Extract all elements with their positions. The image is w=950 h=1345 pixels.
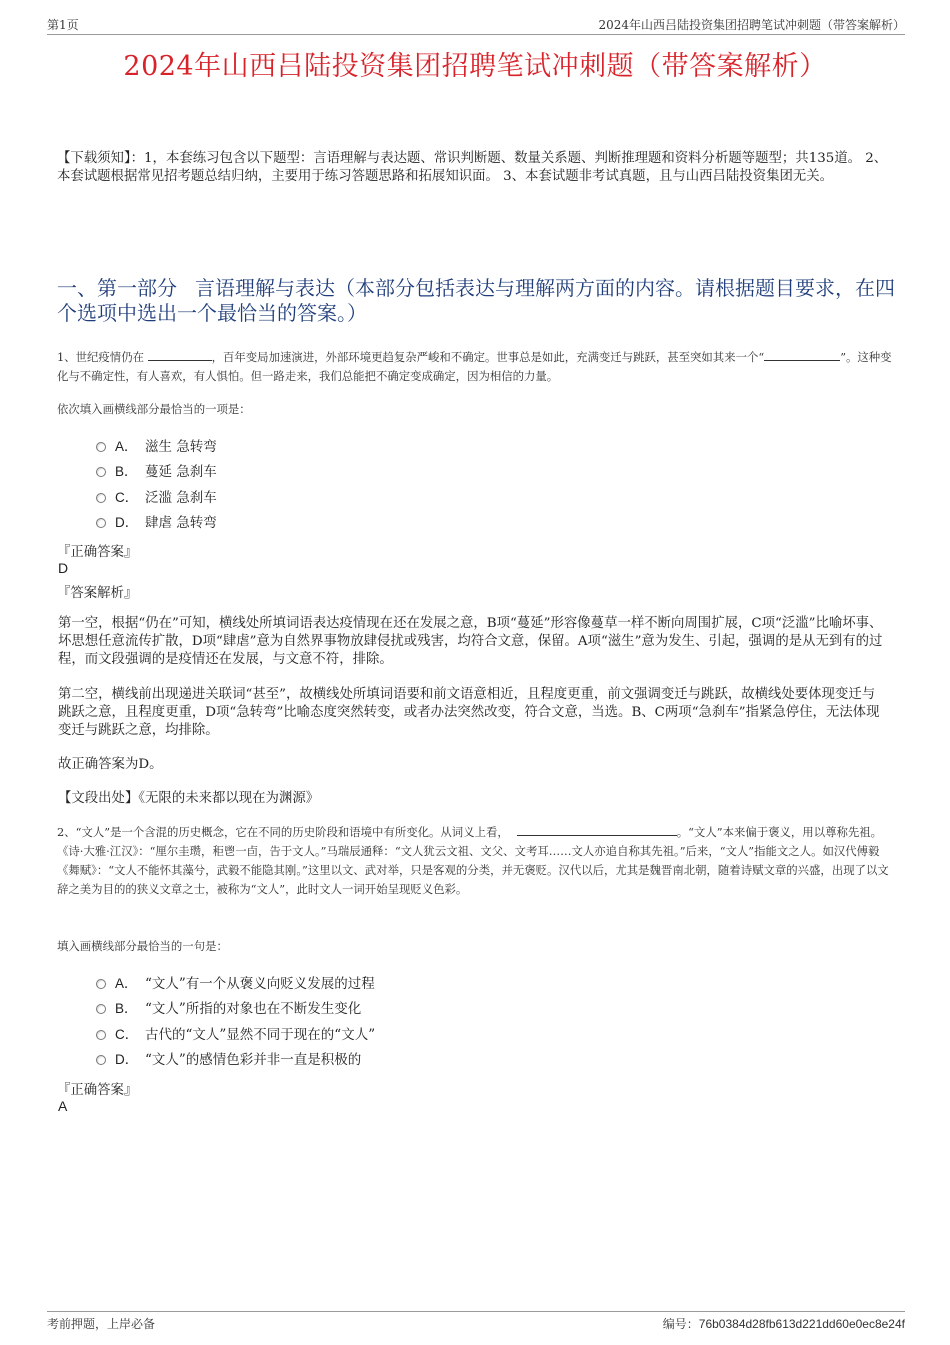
option-d[interactable]: D． 肆虐 急转弯 xyxy=(96,509,217,535)
analysis-paragraph-2: 第二空，横线前出现递进关联词“甚至”，故横线处所填词语要和前文语意相近，且程度更重，前文强调变迁与跳跃，故横线处要体现变迁与跳跃之意，且程度更重，D项“急转弯”比喻态度突然转变，或者办法突然改变，符合文意，当选。B、C两项“急刹车”指紧急停住，无法体现变迁与跳跃之意，均排除。 xyxy=(58,687,880,738)
analysis-paragraph-1: 第一空，根据“仍在”可知，横线处所填词语表达疫情现在还在发展之意，B项“蔓延”形容像蔓草一样不断向周围扩展，C项“泛滥”比喻坏事、坏思想任意流传扩散，D项“肆虐”意为自然界事物放肆侵扰或残害，均符合文意，保留。A项“滋生”意为发生、引起，强调的是从无到有的过程，而文段强调的是疫情还在发展，与文意不符，排除。 xyxy=(58,616,883,667)
radio-button[interactable] xyxy=(96,1004,106,1014)
section-heading xyxy=(57,276,897,326)
option-c[interactable]: C． 泛滥 急刹车 xyxy=(96,483,217,509)
question-2-text: 2、“文人”是一个含混的历史概念，它在不同的历史阶段和语境中有所变化。从词义上看， 。“文人”本来偏于褒义，用以尊称先祖。《诗·大雅·江汉》：“厘尔圭瓒，秬鬯一卣，告于文人。”马瑞辰通释：“文人犹云文祖、文父、文考耳……文人亦追自称其先祖。”后来，“文人”指能文之人。如汉代傅毅《舞赋》：“文人不能怀其藻兮，武毅不能隐其刚。”这里以文、武对举，只是客观的分类，并无褒贬。汉代以后，尤其是魏晋南北朝，随着诗赋文章的兴盛，出现了以文辞之美为目的的狭义文章之士，被称为“文人”，此时文人一词开始呈现贬义色彩。 xyxy=(57,825,889,896)
download-notice: 【下载须知】：1，本套练习包含以下题型：言语理解与表达题、常识判断题、数量关系题、判断推理题和资料分析题等题型；共135道。 2、本套试题根据常见招考题总结归纳，主要用于练习答题思路和拓展知识面。 3、本套试题非考试真题，且与山西吕陆投资集团无关。 xyxy=(57,151,888,184)
fill-blank-2 xyxy=(764,349,840,361)
fill-blank-3 xyxy=(517,824,677,836)
radio-button[interactable] xyxy=(96,1030,106,1040)
option-b[interactable]: B． 蔓延 急刹车 xyxy=(96,458,217,484)
analysis-conclusion: 故正确答案为D。 xyxy=(58,757,163,772)
footer-code: 编号：76b0384d28fb613d221dd60e0ec8e24f xyxy=(662,1317,905,1331)
question-1-options xyxy=(96,432,217,534)
analysis-label: 『答案解析』 xyxy=(57,586,138,601)
header-doc-title: 2024年山西吕陆投资集团招聘笔试冲刺题（带答案解析） xyxy=(598,18,905,32)
correct-answer-label: 『正确答案』 xyxy=(57,545,138,560)
option-b[interactable]: B． “文人”所指的对象也在不断发生变化 xyxy=(96,995,375,1021)
option-d[interactable]: D． “文人”的感情色彩并非一直是积极的 xyxy=(96,1046,375,1072)
radio-button[interactable] xyxy=(96,442,106,452)
radio-button[interactable] xyxy=(96,979,106,989)
radio-button[interactable] xyxy=(96,467,106,477)
page-header xyxy=(47,14,905,35)
radio-button[interactable] xyxy=(96,493,106,503)
fill-blank-1 xyxy=(148,349,212,361)
section-title-text: 言语理解与表达（本部分包括表达与理解两方面的内容。请根据题目要求，在四个选项中选出一个最恰当的答案。） xyxy=(57,276,895,325)
correct-answer-label: 『正确答案』 xyxy=(57,1083,138,1098)
section-part: 一、第一部分 xyxy=(57,276,177,300)
option-c[interactable]: C． 古代的“文人”显然不同于现在的“文人” xyxy=(96,1020,375,1046)
question-1-text: 1、世纪疫情仍在 ，百年变局加速演进，外部环境更趋复杂严峻和不确定。世事总是如此，充满变迁与跳跃，甚至突如其来一个“ ”。这种变化与不确定性，有人喜欢，有人惧怕。但一路走来，我们总能把不确定变成确定，因为相信的力量。 xyxy=(57,350,892,383)
document-title: 2024年山西吕陆投资集团招聘笔试冲刺题（带答案解析） xyxy=(123,51,827,82)
correct-answer: A xyxy=(58,1098,68,1114)
question-1-prompt: 依次填入画横线部分最恰当的一项是： xyxy=(57,402,251,416)
document-code: 76b0384d28fb613d221dd60e0ec8e24f xyxy=(698,1317,905,1331)
page-number: 第1页 xyxy=(47,18,79,32)
question-2-prompt: 填入画横线部分最恰当的一句是： xyxy=(57,939,228,953)
footer-slogan: 考前押题，上岸必备 xyxy=(47,1317,156,1331)
option-a[interactable]: A． “文人”有一个从褒义向贬义发展的过程 xyxy=(96,969,375,995)
correct-answer: D xyxy=(58,560,69,576)
question-2-options xyxy=(96,969,375,1071)
passage-source: 【文段出处】《无限的未来都以现在为渊源》 xyxy=(58,791,320,806)
radio-button[interactable] xyxy=(96,518,106,528)
footer-divider xyxy=(47,1311,905,1312)
option-a[interactable]: A． 滋生 急转弯 xyxy=(96,432,217,458)
radio-button[interactable] xyxy=(96,1055,106,1065)
